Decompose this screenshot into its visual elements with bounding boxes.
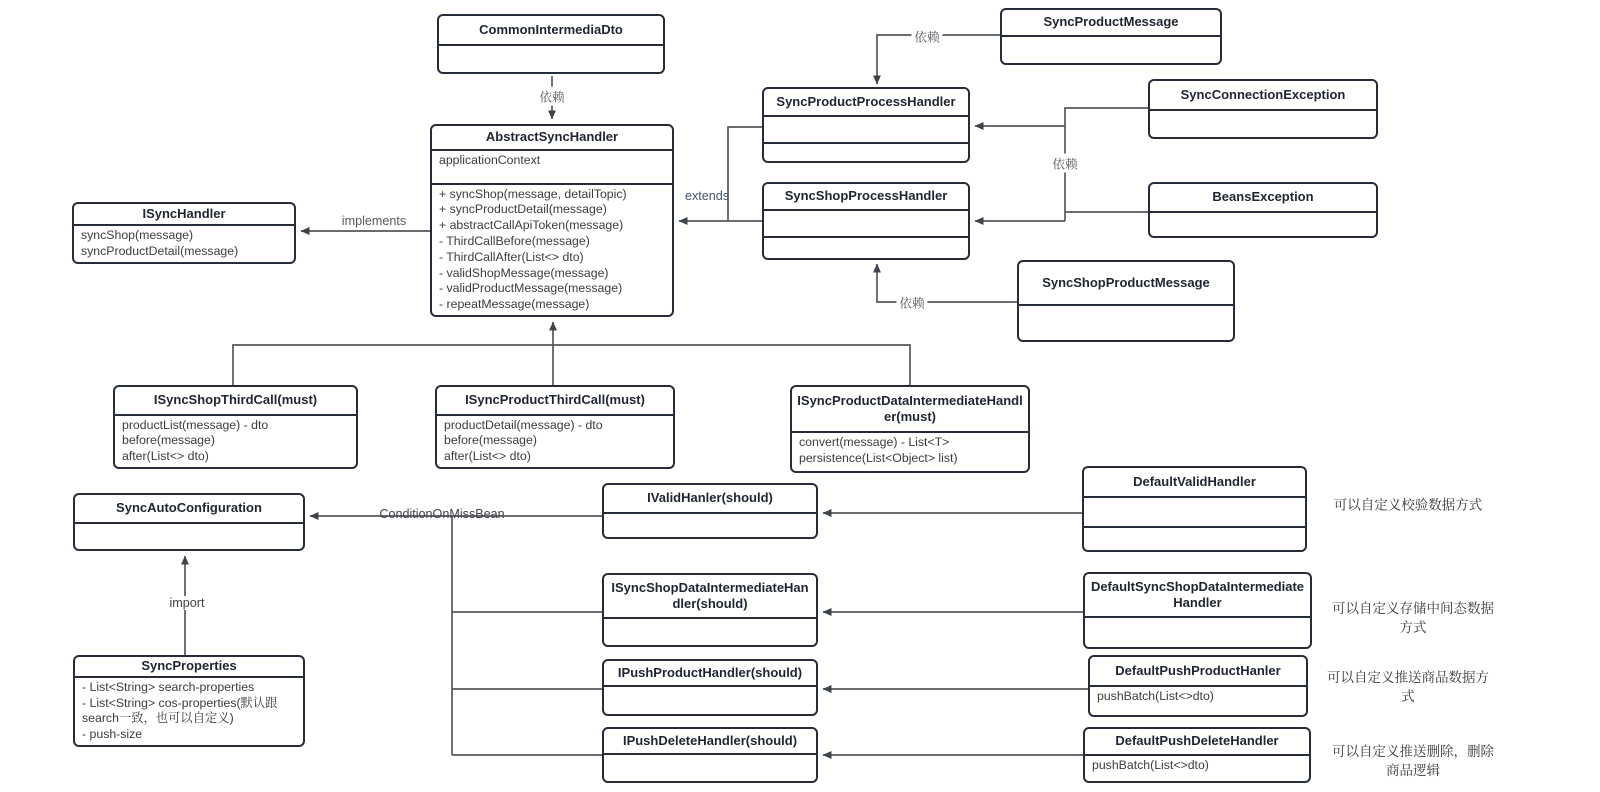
class-empty-section [764,238,968,258]
class-empty-section [1150,213,1376,236]
class-empty-section [1085,618,1310,647]
annotation-push-product: 可以自定义推送商品数据方式 [1327,669,1489,704]
class-default-push-delete-handler[interactable] [1083,727,1311,783]
class-default-valid-handler[interactable] [1082,466,1307,552]
class-empty-section [1019,306,1233,340]
class-title: SyncConnectionException [1150,81,1376,111]
class-empty-section [764,211,968,238]
class-title: ISyncProductDataIntermediateHandler(must) [792,387,1028,433]
class-sync-product-message[interactable] [1000,8,1222,65]
class-methods: + syncShop(message, detailTopic) + syncProductDetail(message) + abstractCallApiToken(message) - ThirdCallBefore(message) - ThirdCallAfter(List<> dto) - validShopMessage(message) - validProductMessage(message) - repeatMessage(message) [439,186,627,312]
class-sync-shop-product-message[interactable] [1017,260,1235,342]
class-attributes: applicationContext [432,151,672,185]
class-attributes: - List<String> search-properties - List<String> cos-properties(默认跟search一致，也可以自定义) - push-size [82,679,278,742]
class-empty-section [1150,111,1376,137]
class-empty-section [604,687,816,714]
class-methods: convert(message) - List<T> persistence(List<Object> list) [799,435,958,465]
edge-label-depends-product-message: 依赖 [911,27,942,46]
class-title: SyncProperties [75,657,303,678]
edge-label-implements: implements [339,214,409,228]
class-i-push-product-handler[interactable] [602,659,818,716]
class-title: SyncProductProcessHandler [764,89,968,117]
class-title: DefaultPushProductHanler [1090,657,1306,687]
edge-label-extends: extends [684,189,730,203]
edge-label-condition-on-miss-bean: ConditionOnMissBean [379,507,505,521]
class-empty-section [764,144,968,161]
class-empty-section [1002,37,1220,63]
annotation-valid: 可以自定义校验数据方式 [1333,497,1483,513]
class-title: ISyncShopThirdCall(must) [115,387,356,416]
class-sync-product-process-handler[interactable] [762,87,970,163]
class-empty-section [764,117,968,144]
edge-label-import: import [167,596,208,610]
class-title: IValidHanler(should) [604,485,816,514]
class-i-sync-product-data-intermediate-handler[interactable] [790,385,1030,473]
class-title: DefaultSyncShopDataIntermediateHandler [1085,574,1310,618]
class-i-sync-handler[interactable] [72,202,296,264]
class-empty-section [604,755,816,781]
class-i-sync-product-third-call[interactable] [435,385,675,469]
class-title: IPushDeleteHandler(should) [604,729,816,755]
class-title: ISyncProductThirdCall(must) [437,387,673,416]
class-i-sync-shop-data-intermediate-handler[interactable] [602,573,818,647]
class-methods: pushBatch(List<>dto) [1092,758,1209,772]
class-title: SyncShopProcessHandler [764,184,968,211]
class-default-push-product-hanler[interactable] [1088,655,1308,717]
class-empty-section [604,619,816,645]
edge-extends-branch [728,127,762,221]
class-i-push-delete-handler[interactable] [602,727,818,783]
class-title: DefaultPushDeleteHandler [1085,729,1309,756]
class-methods: productDetail(message) - dto before(message) after(List<> dto) [444,417,603,464]
class-title: SyncProductMessage [1002,10,1220,37]
class-title: SyncAutoConfiguration [75,495,303,524]
class-sync-connection-exception[interactable] [1148,79,1378,139]
class-sync-shop-process-handler[interactable] [762,182,970,260]
class-title: IPushProductHandler(should) [604,661,816,687]
class-abstract-sync-handler[interactable] [430,124,674,317]
edge-label-depends-dto: 依赖 [536,87,567,106]
annotation-push-delete: 可以自定义推送删除，删除商品逻辑 [1332,743,1494,778]
class-i-valid-hanler[interactable] [602,483,818,539]
class-beans-exception[interactable] [1148,182,1378,238]
annotation-intermediate-data: 可以自定义存储中间态数据方式 [1332,600,1494,635]
class-title: AbstractSyncHandler [432,126,672,151]
class-title: DefaultValidHandler [1084,468,1305,498]
class-empty-section [439,46,663,72]
class-title: ISyncHandler [74,204,294,226]
class-sync-auto-configuration[interactable] [73,493,305,551]
class-empty-section [75,524,303,549]
edge-generalization-bus [233,345,910,385]
edge-label-depends-exceptions: 依赖 [1049,154,1080,173]
class-title: ISyncShopDataIntermediateHandler(should) [604,575,816,619]
class-title: BeansException [1150,184,1376,213]
class-sync-properties[interactable] [73,655,305,747]
class-i-sync-shop-third-call[interactable] [113,385,358,469]
class-methods: pushBatch(List<>dto) [1097,689,1214,703]
class-empty-section [1084,528,1305,550]
class-empty-section [604,514,816,537]
class-methods: productList(message) - dto before(message) after(List<> dto) [122,417,269,464]
class-title: CommonIntermediaDto [439,16,663,46]
class-empty-section [1084,498,1305,528]
edge-label-depends-shop-product-message: 依赖 [896,293,927,312]
class-default-sync-shop-data-intermediate-handler[interactable] [1083,572,1312,649]
class-common-intermedia-dto[interactable] [437,14,665,74]
class-methods: syncShop(message) syncProductDetail(message) [81,228,239,259]
class-title: SyncShopProductMessage [1019,262,1233,306]
